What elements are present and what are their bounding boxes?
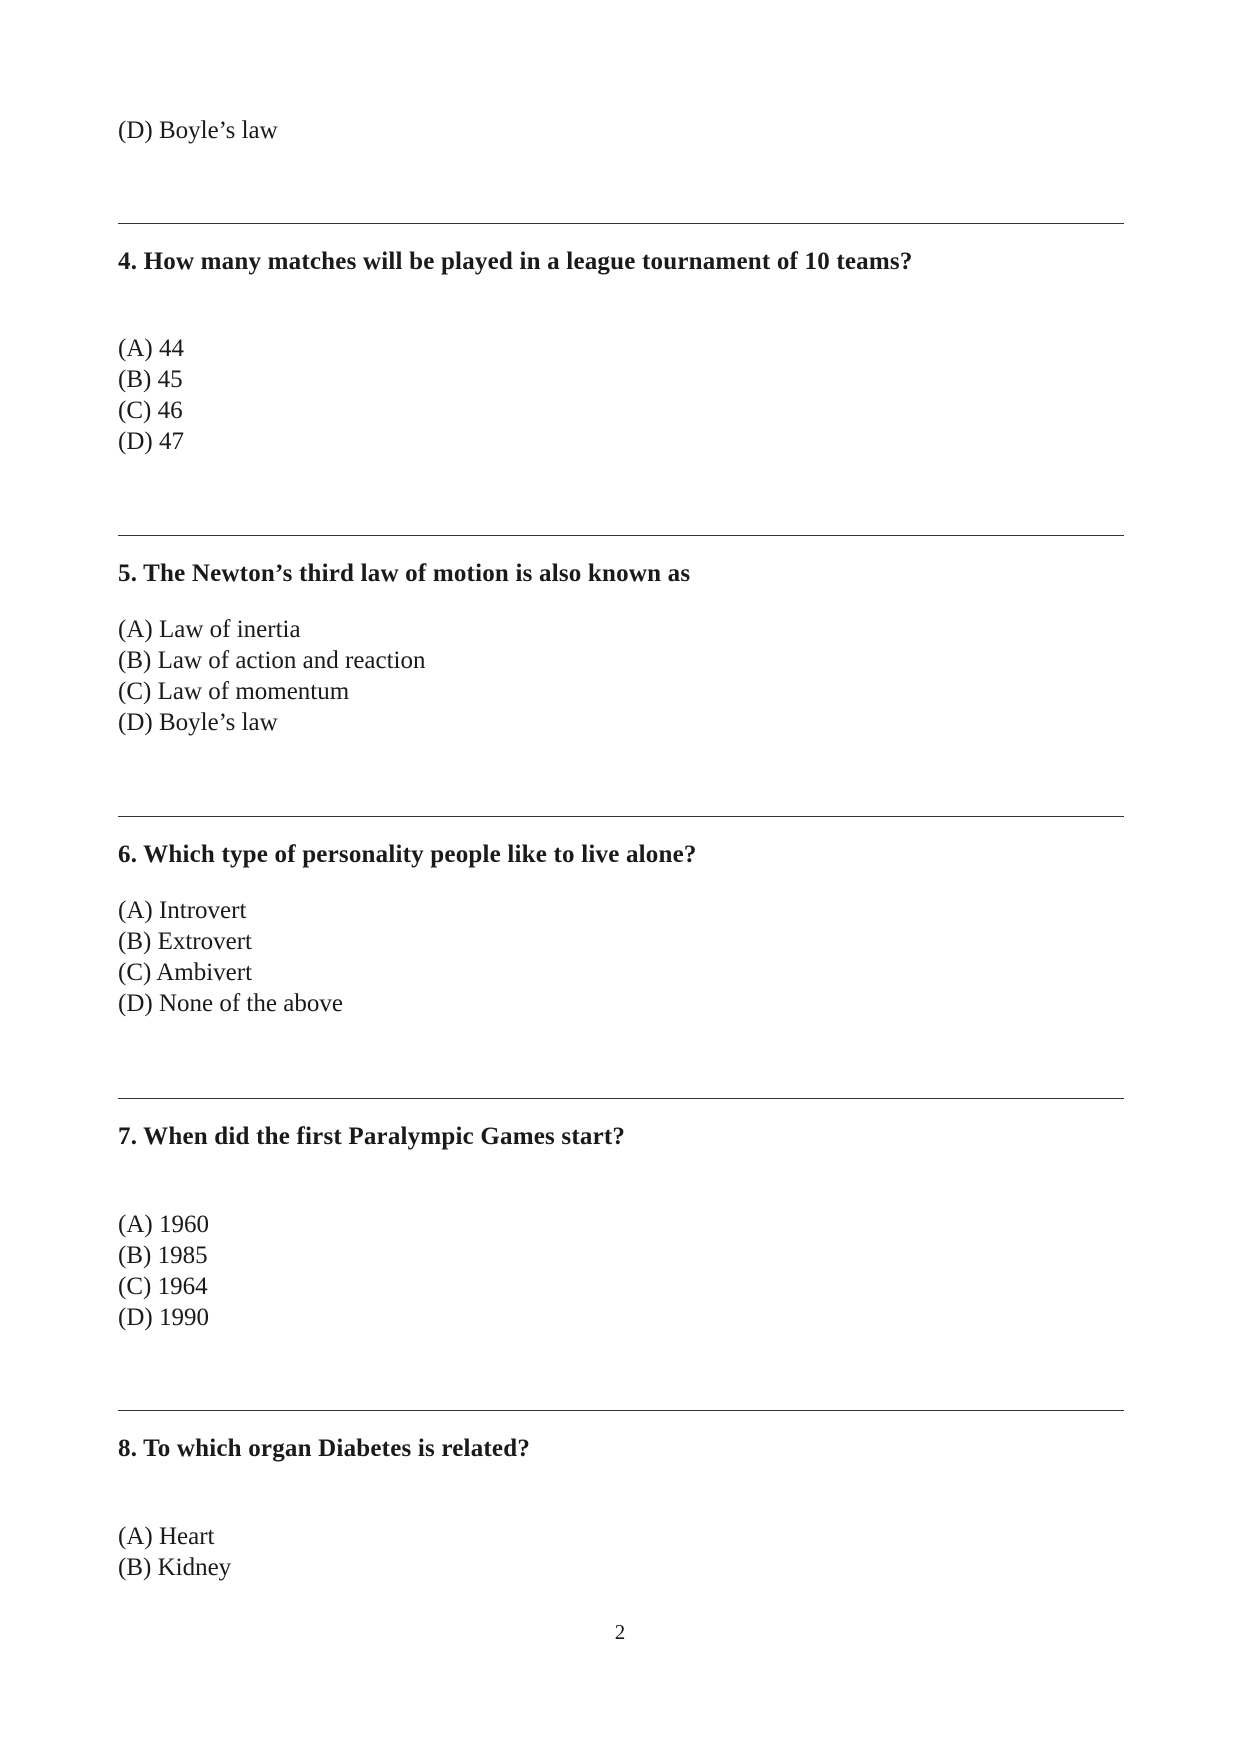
option-a: (A) Introvert: [118, 897, 247, 924]
option-b: (B) Law of action and reaction: [118, 647, 426, 674]
option-a: (A) Heart: [118, 1523, 215, 1550]
question-5-title: 5. The Newton’s third law of motion is also known as: [118, 560, 691, 587]
divider: [118, 535, 1124, 536]
question-8-title: 8. To which organ Diabetes is related?: [118, 1435, 531, 1462]
option-b: (B) 45: [118, 366, 183, 393]
option-d: (D) None of the above: [118, 990, 343, 1017]
option-d: (D) Boyle’s law: [118, 117, 278, 144]
option-c: (C) 46: [118, 397, 183, 424]
option-a: (A) 44: [118, 335, 184, 362]
divider: [118, 1098, 1124, 1099]
question-4-title: 4. How many matches will be played in a league tournament of 10 teams?: [118, 248, 913, 275]
page-number: 2: [614, 1620, 626, 1644]
option-b: (B) 1985: [118, 1242, 208, 1269]
divider: [118, 223, 1124, 224]
option-d: (D) 47: [118, 428, 184, 455]
option-a: (A) Law of inertia: [118, 616, 301, 643]
option-d: (D) 1990: [118, 1304, 209, 1331]
option-b: (B) Kidney: [118, 1554, 232, 1581]
divider: [118, 816, 1124, 817]
question-6-title: 6. Which type of personality people like to live alone?: [118, 841, 697, 868]
divider: [118, 1410, 1124, 1411]
question-7-title: 7. When did the first Paralympic Games start?: [118, 1123, 626, 1150]
option-b: (B) Extrovert: [118, 928, 252, 955]
option-d: (D) Boyle’s law: [118, 709, 278, 736]
option-c: (C) 1964: [118, 1273, 208, 1300]
option-c: (C) Law of momentum: [118, 678, 350, 705]
option-a: (A) 1960: [118, 1211, 209, 1238]
option-c: (C) Ambivert: [118, 959, 253, 986]
